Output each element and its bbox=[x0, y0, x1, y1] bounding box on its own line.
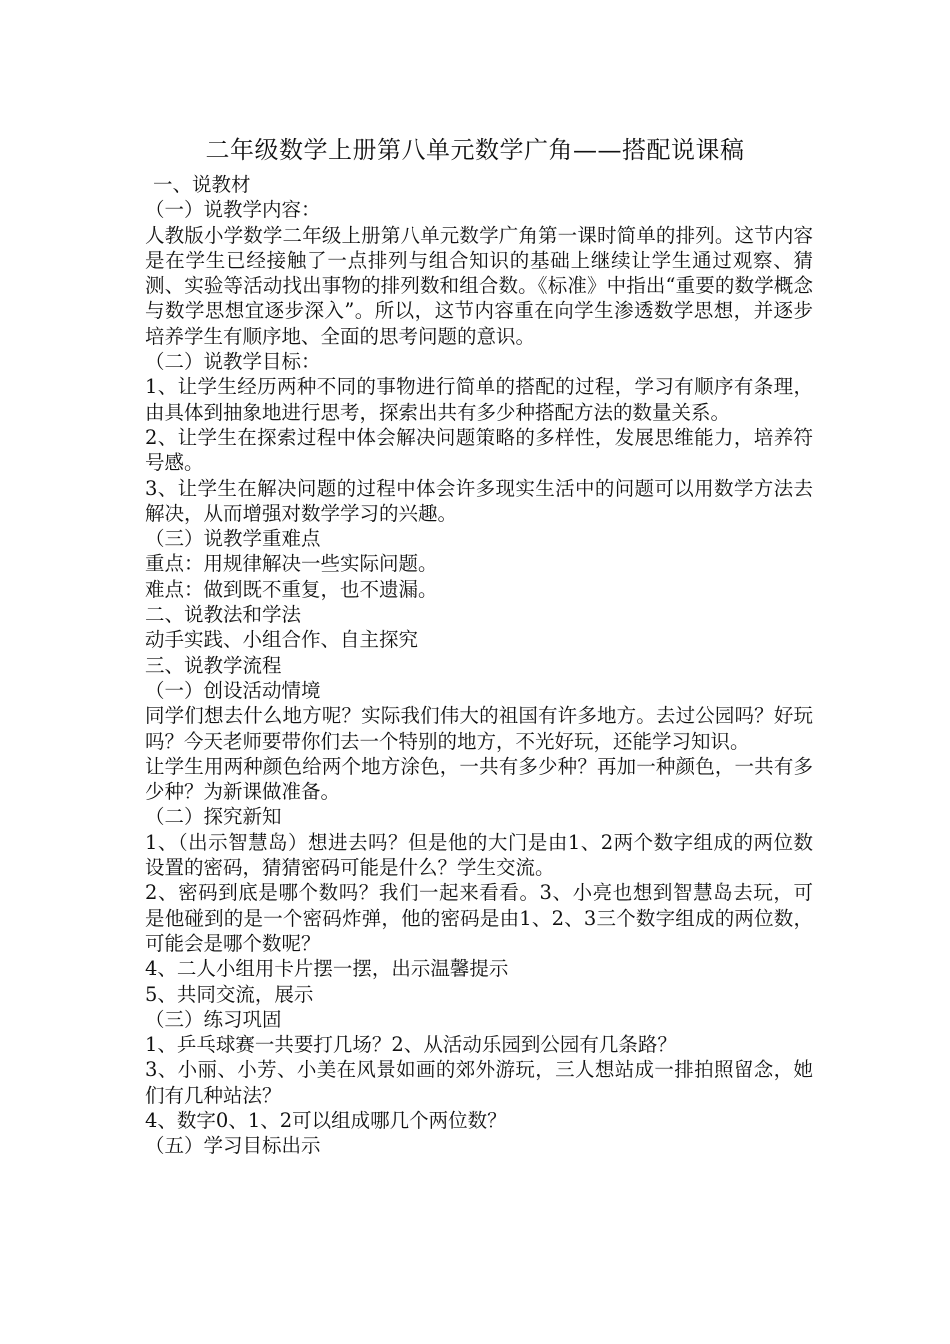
paragraph: 2、密码到底是哪个数吗？我们一起来看看。3、小亮也想到智慧岛去玩，可是他碰到的是一个密码炸弹，他的密码是由1、2、3三个数字组成的两位数，可能会是哪个数呢？ bbox=[145, 881, 813, 955]
document-title: 二年级数学上册第八单元数学广角——搭配说课稿 bbox=[205, 136, 745, 164]
paragraph: 5、共同交流，展示 bbox=[145, 982, 314, 1006]
paragraph: 人教版小学数学二年级上册第八单元数学广角第一课时简单的排列。这节内容是在学生已经接触了一点排列与组合知识的基础上继续让学生通过观察、猜测、实验等活动找出事物的排列数和组合数。《标准》中指出“重要的数学概念与数学思想宜逐步深入”。所以，这节内容重在向学生渗透数学思想，并逐步培养学生有顺序地、全面的思考问题的意识。 bbox=[145, 223, 813, 348]
paragraph: 难点：做到既不重复，也不遗漏。 bbox=[145, 577, 438, 601]
subsection-heading: （一）创设活动情境 bbox=[145, 678, 321, 702]
subsection-heading: （一）说教学内容： bbox=[145, 198, 321, 222]
paragraph: 3、让学生在解决问题的过程中体会许多现实生活中的问题可以用数学方法去解决，从而增强对数学学习的兴趣。 bbox=[145, 476, 813, 525]
paragraph: 重点：用规律解决一些实际问题。 bbox=[145, 552, 438, 576]
paragraph: 3、小丽、小芳、小美在风景如画的郊外游玩，三人想站成一排拍照留念，她们有几种站法？ bbox=[145, 1058, 813, 1107]
subsection-heading: （三）说教学重难点 bbox=[145, 527, 321, 551]
paragraph: 4、数字0、1、2可以组成哪几个两位数？ bbox=[145, 1108, 507, 1132]
paragraph: 1、乒乓球赛一共要打几场？2、从活动乐园到公园有几条路？ bbox=[145, 1033, 677, 1057]
section-heading: 三、说教学流程 bbox=[145, 653, 282, 677]
paragraph: 同学们想去什么地方呢？实际我们伟大的祖国有许多地方。去过公园吗？好玩吗？今天老师要带你们去一个特别的地方，不光好玩，还能学习知识。 bbox=[145, 704, 813, 753]
subsection-heading: （三）练习巩固 bbox=[145, 1007, 282, 1031]
subsection-heading: （二）说教学目标： bbox=[145, 350, 321, 374]
paragraph: 1、让学生经历两种不同的事物进行简单的搭配的过程，学习有顺序有条理，由具体到抽象地进行思考，探索出共有多少种搭配方法的数量关系。 bbox=[145, 375, 813, 424]
paragraph: 让学生用两种颜色给两个地方涂色，一共有多少种？再加一种颜色，一共有多少种？为新课做准备。 bbox=[145, 754, 813, 804]
subsection-heading: （二）探究新知 bbox=[145, 805, 282, 829]
document-body bbox=[145, 172, 813, 1159]
paragraph: 1、（出示智慧岛）想进去吗？但是他的大门是由1、2两个数字组成的两位数设置的密码，猜猜密码可能是什么？学生交流。 bbox=[145, 830, 813, 880]
section-heading: 一、说教材 bbox=[153, 173, 251, 196]
subsection-heading: （五）学习目标出示 bbox=[145, 1134, 321, 1158]
section-heading: 二、说教法和学法 bbox=[145, 603, 302, 627]
paragraph: 4、二人小组用卡片摆一摆，出示温馨提示 bbox=[145, 957, 509, 981]
paragraph: 2、让学生在探索过程中体会解决问题策略的多样性，发展思维能力，培养符号感。 bbox=[145, 425, 813, 475]
paragraph: 动手实践、小组合作、自主探究 bbox=[145, 628, 419, 652]
